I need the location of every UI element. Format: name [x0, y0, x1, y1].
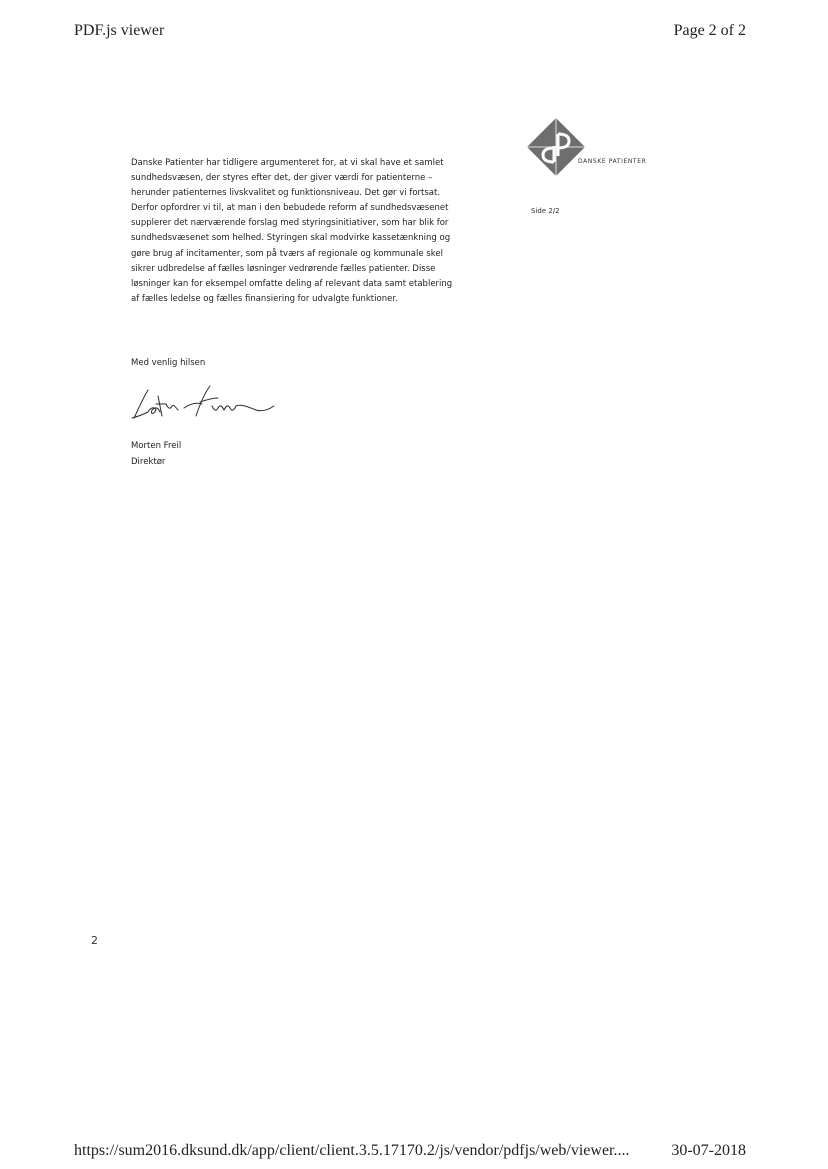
body-line: herunder patienternes livskvalitet og funktionsniveau. Det gør vi fortsat.: [131, 188, 441, 199]
print-header-title: PDF.js viewer: [74, 22, 165, 39]
handwritten-signature: [128, 382, 278, 430]
page-side-label: Side 2/2: [531, 207, 560, 215]
signer-name: Morten Freil: [131, 441, 182, 451]
body-line: Derfor opfordrer vi til, at man i den bebudede reform af sundhedsvæsenet: [131, 203, 449, 214]
letter-body: [131, 156, 491, 307]
danske-patienter-logo-icon: [525, 116, 587, 178]
body-line: sikrer udbredelse af fælles løsninger vedrørende fælles patienter. Disse: [131, 263, 436, 274]
print-header-page-info: Page 2 of 2: [673, 22, 746, 39]
organization-name: DANSKE PATIENTER: [578, 158, 647, 165]
print-footer-url: https://sum2016.dksund.dk/app/client/client.3.5.17170.2/js/vendor/pdfjs/web/viewer....: [74, 1142, 630, 1159]
body-line: af fælles ledelse og fælles finansiering for udvalgte funktioner.: [131, 293, 398, 304]
body-line: sundhedsvæsenet som helhed. Styringen skal modvirke kassetænkning og: [131, 233, 451, 244]
body-line: gøre brug af incitamenter, som på tværs af regionale og kommunale skel: [131, 248, 443, 259]
body-line: supplerer det nærværende forslag med styringsinitiativer, som har blik for: [131, 218, 449, 229]
print-footer-date: 30-07-2018: [671, 1142, 746, 1159]
page-number: 2: [91, 934, 98, 947]
closing-salutation: Med venlig hilsen: [131, 358, 206, 368]
body-line: sundhedsvæsen, der styres efter det, der giver værdi for patienterne –: [131, 173, 433, 184]
body-line: Danske Patienter har tidligere argumenteret for, at vi skal have et samlet: [131, 158, 444, 168]
signer-title: Direktør: [131, 457, 166, 467]
body-line: løsninger kan for eksempel omfatte deling af relevant data samt etablering: [131, 278, 453, 289]
